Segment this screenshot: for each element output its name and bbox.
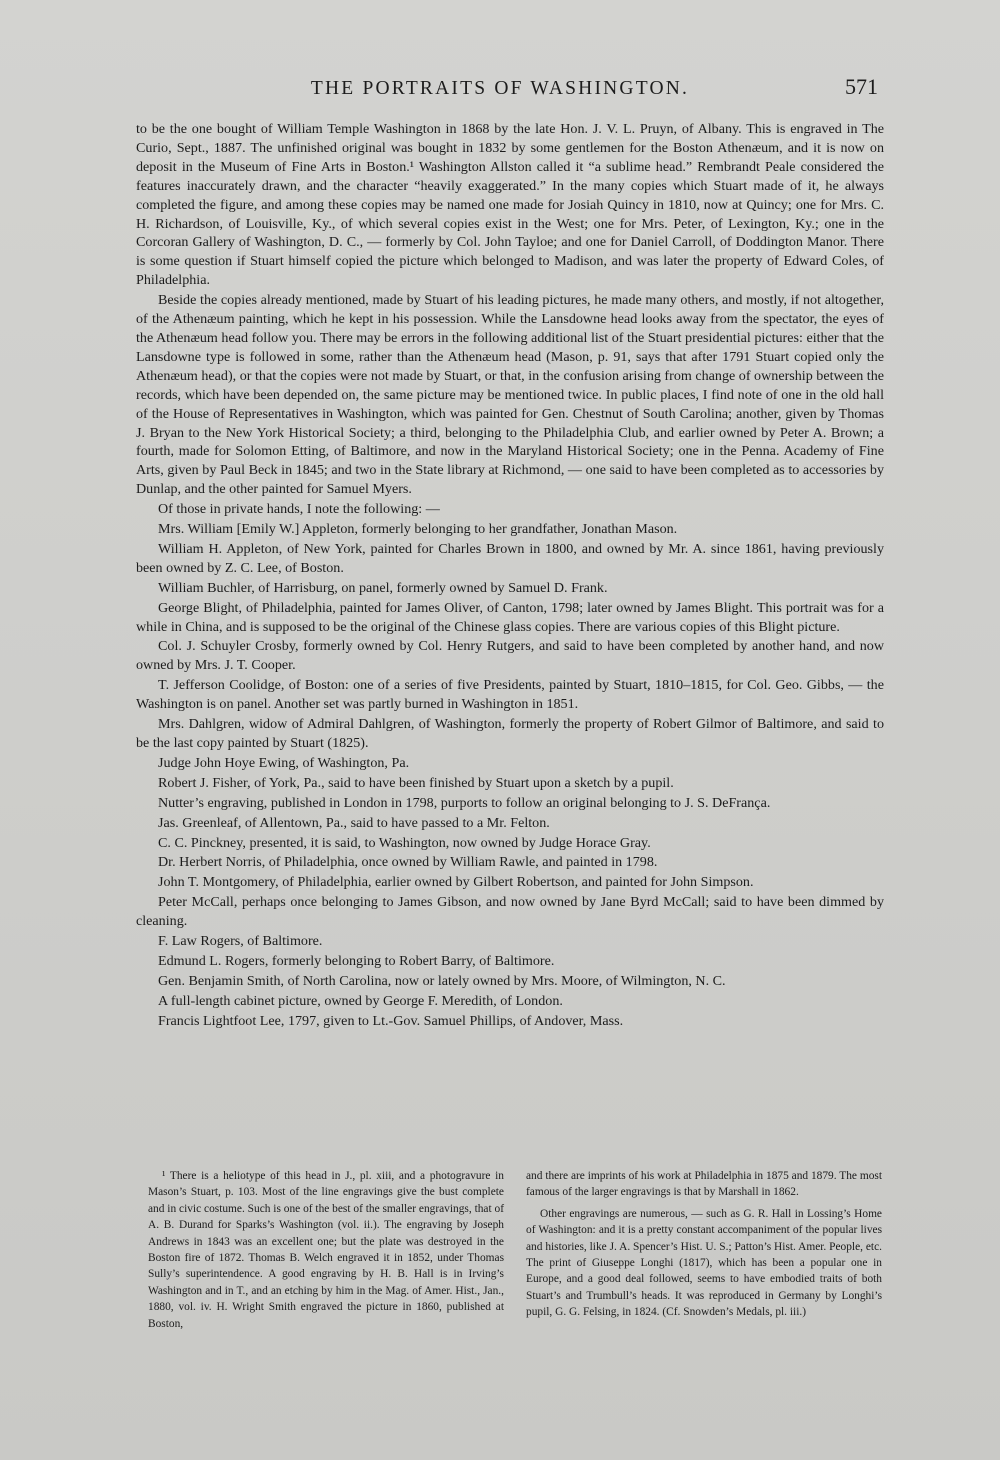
list-item: Francis Lightfoot Lee, 1797, given to Lt.-Gov. Samuel Phillips, of Andover, Mass. <box>158 1012 624 1029</box>
list-item: Dr. Herbert Norris, of Philadelphia, once owned by William Rawle, and painted in 1798. <box>158 854 658 871</box>
paragraph: Of those in private hands, I note the following: — <box>158 501 440 518</box>
list-item: Col. J. Schuyler Crosby, formerly owned by Col. Henry Rutgers, and said to have been completed by another hand, and now owned by Mrs. J. T. Cooper. <box>136 638 884 674</box>
footnote-continuation: and there are imprints of his work at Philadelphia in 1875 and 1879. The most famous of the larger engravings is that by Marshall in 1862. <box>526 1170 882 1199</box>
main-text <box>136 120 884 1031</box>
paragraph: Beside the copies already mentioned, made by Stuart of his leading pictures, he made many others, and mostly, if not altogether, of the Athenæum painting, which he kept in his possession. While the Lansdowne head looks away from the spectator, the eyes of the Athenæum head follow you. There may be errors in the following additional list of the Stuart presidential pictures: either that the Lansdowne type is followed in some, rather than the Athenæum head (Mason, p. 91, says that after 1791 Stuart copied only the Athenæum head), or that the copies were not made by Stuart, or that, in the confusion arising from change of ownership between the records, which have been depended on, the same picture may be mentioned twice. In public places, I find note of one in the old hall of the House of Representatives in Washington, which was painted for Gen. Chestnut of South Carolina; another, given by Thomas J. Bryan to the New York Historical Society; a third, belonging to the Philadelphia Club, and earlier owned by Peter A. Brown; a fourth, made for Solomon Etting, of Baltimore, and now in the Maryland Historical Society; one in the Penna. Academy of Fine Arts, given by Paul Beck in 1845; and two in the State library at Richmond, — one said to have been completed as to accessories by Dunlap, and the other painted for Samuel Myers. <box>136 292 884 498</box>
footnote: ¹ There is a heliotype of this head in J., pl. xiii, and a photogravure in Mason’s Stuart, p. 103. Most of the line engravings give the bust complete and in civic costume. Such is one of the best of the smaller engravings, that of A. B. Durand for Sparks’s Washington (vol. ii.). The engraving by Joseph Andrews in 1843 was an excellent one; but the plate was destroyed in the Boston fire of 1872. Thomas B. Welch engraved it in 1852, under Thomas Sully’s superintendence. A good engraving by H. B. Hall is in Irving’s Washington and in T., and an etching by him in the Mag. of Amer. Hist., Jan., 1880, vol. iv. H. Wright Smith engraved the picture in 1860, published at Boston, <box>148 1170 504 1330</box>
list-item: Edmund L. Rogers, formerly belonging to Robert Barry, of Baltimore. <box>158 952 555 969</box>
list-item: George Blight, of Philadelphia, painted for James Oliver, of Canton, 1798; later owned by James Blight. This portrait was for a while in China, and is supposed to be the original of the Chinese glass copies. There are various copies of this Blight picture. <box>136 599 884 635</box>
paragraph: to be the one bought of William Temple Washington in 1868 by the late Hon. J. V. L. Pruyn, of Albany. This is engraved in The Curio, Sept., 1887. The unfinished original was bought in 1832 by some gentlemen for the Boston Athenæum, and it is now on deposit in the Museum of Fine Arts in Boston.¹ Washington Allston called it “a sublime head.” Rembrandt Peale considered the features inaccurately drawn, and the character “heavily exaggerated.” In the many copies which Stuart made of it, he always completed the figure, and among these copies may be named one made for Josiah Quincy in 1810, now at Quincy; one for Mrs. C. H. Richardson, of Louisville, Ky., of which several copies exist in the West; one for Mrs. Peter, of Lexington, Ky.; one in the Corcoran Gallery of Washington, D. C., — formerly by Col. John Tayloe; and one for Daniel Carroll, of Doddington Manor. There is some question if Stuart himself copied the picture which belonged to Madison, and was later the property of Edward Coles, of Philadelphia. <box>136 121 884 289</box>
list-item: Mrs. Dahlgren, widow of Admiral Dahlgren, of Washington, formerly the property of Robert Gilmor of Baltimore, and said to be the last copy painted by Stuart (1825). <box>136 716 884 751</box>
list-item: Mrs. William [Emily W.] Appleton, formerly belonging to her grandfather, Jonathan Mason. <box>158 521 678 538</box>
list-item: Nutter’s engraving, published in London in 1798, purports to follow an original belonging to J. S. DeFrança. <box>158 794 771 811</box>
list-item: F. Law Rogers, of Baltimore. <box>158 933 323 950</box>
list-item: Jas. Greenleaf, of Allentown, Pa., said to have passed to a Mr. Felton. <box>158 814 550 831</box>
list-item: Peter McCall, perhaps once belonging to James Gibson, and now owned by Jane Byrd McCall; said to have been dimmed by cleaning. <box>136 894 884 930</box>
list-item: T. Jefferson Coolidge, of Boston: one of a series of five Presidents, painted by Stuart, 1810–1815, for Col. Geo. Gibbs, — the Washington is on panel. Another set was partly burned in Washington in 1851. <box>136 677 884 713</box>
list-item: William H. Appleton, of New York, painted for Charles Brown in 1800, and owned by Mr. A. since 1861, having previously been owned by Z. C. Lee, of Boston. <box>136 540 884 576</box>
list-item: Judge John Hoye Ewing, of Washington, Pa. <box>158 754 410 771</box>
running-title: THE PORTRAITS OF WASHINGTON. <box>310 78 690 99</box>
list-item: C. C. Pinckney, presented, it is said, to Washington, now owned by Judge Horace Gray. <box>158 834 651 851</box>
footnotes <box>148 1168 882 1332</box>
page-number: 571 <box>845 74 878 99</box>
list-item: William Buchler, of Harrisburg, on panel, formerly owned by Samuel D. Frank. <box>158 579 608 596</box>
list-item: John T. Montgomery, of Philadelphia, earlier owned by Gilbert Robertson, and painted for John Simpson. <box>158 874 754 891</box>
footnote-paragraph: Other engravings are numerous, — such as G. R. Hall in Lossing’s Home of Washington: and it is a pretty constant accompaniment of the popular lives and histories, like J. A. Spencer’s Hist. U. S.; Patton’s Hist. Amer. People, etc. The print of Giuseppe Longhi (1817), which has been a popular one in Europe, and a good deal followed, seems to have embodied traits of both Stuart’s and Trumbull’s heads. It was reproduced in Germany by Longhi’s pupil, G. G. Felsing, in 1824. (Cf. Snowden’s Medals, pl. iii.) <box>526 1207 882 1319</box>
footnote-column-left <box>148 1168 504 1332</box>
footnote-column-right <box>526 1168 882 1332</box>
list-item: Gen. Benjamin Smith, of North Carolina, now or lately owned by Mrs. Moore, of Wilmington, N. C. <box>158 972 726 989</box>
page-header <box>0 74 1000 108</box>
list-item: Robert J. Fisher, of York, Pa., said to have been finished by Stuart upon a sketch by a pupil. <box>158 774 674 791</box>
list-item: A full-length cabinet picture, owned by George F. Meredith, of London. <box>158 992 563 1009</box>
